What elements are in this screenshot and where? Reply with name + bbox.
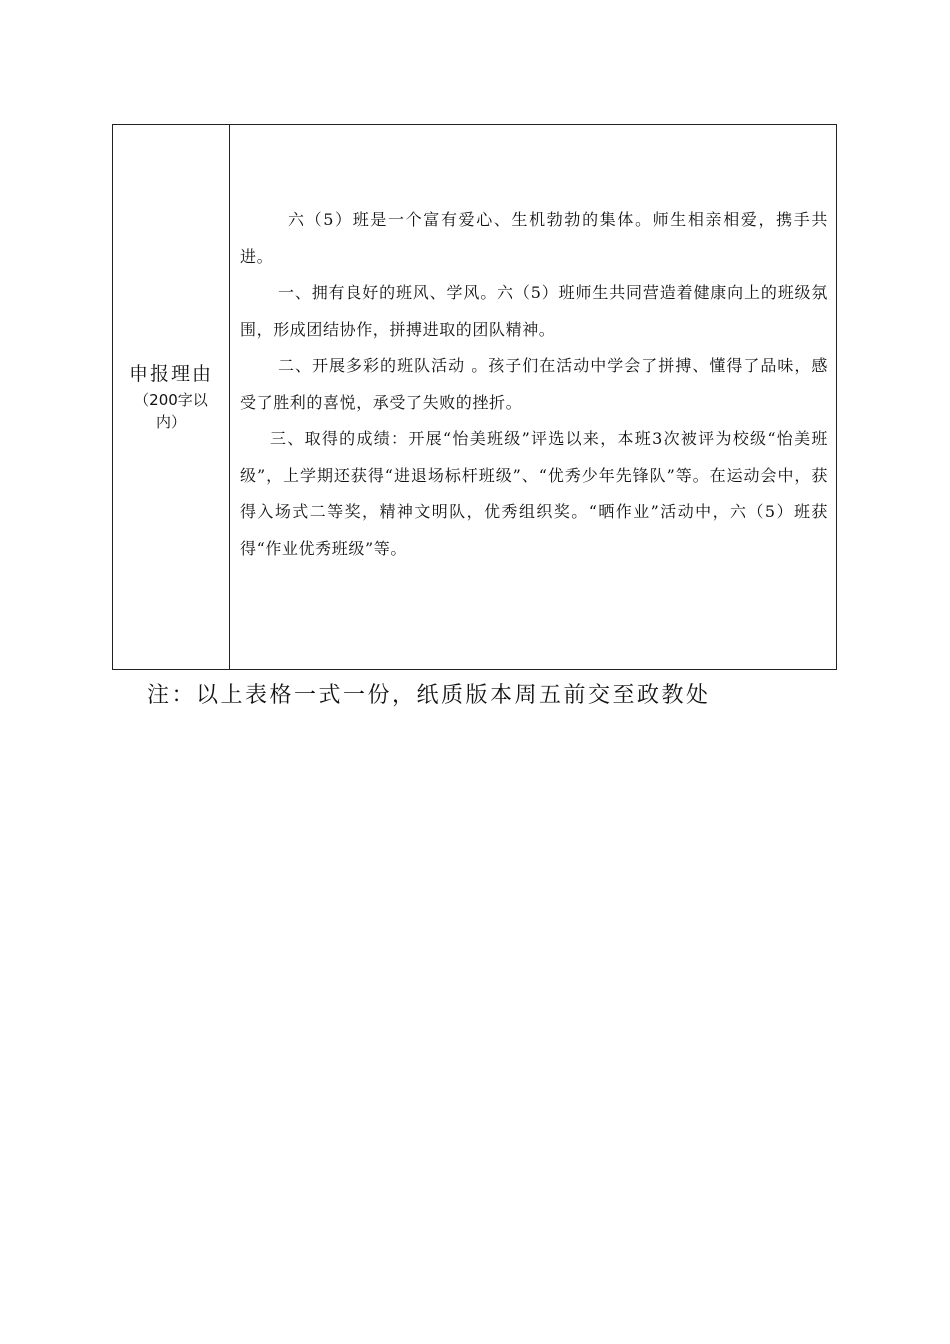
reason-label: 申报理由 [128, 363, 213, 385]
word-limit-label: （200字以内） [134, 391, 208, 431]
reason-paragraph-1: 一、拥有良好的班风、学风。六（5）班师生共同营造着健康向上的班级氛围，形成团结协作，拼搏进取的团队精神。 [240, 283, 828, 339]
reason-content-cell [230, 125, 836, 669]
reason-paragraph-2: 二、开展多彩的班队活动 。孩子们在活动中学会了拼搏、懂得了品味，感受了胜利的喜悦，承受了失败的挫折。 [240, 356, 828, 412]
reason-paragraph-3: 三、取得的成绩：开展“怡美班级”评选以来，本班3次被评为校级“怡美班级”，上学期还获得“进退场标杆班级”、“优秀少年先锋队”等。在运动会中，获得入场式二等奖，精神文明队，优秀组织奖。“晒作业”活动中，六（5）班获得“作业优秀班级”等。 [240, 429, 828, 558]
application-form-table [112, 124, 837, 670]
reason-paragraph-intro: 六（5）班是一个富有爱心、生机勃勃的集体。师生相亲相爱，携手共进。 [240, 210, 828, 266]
reason-label-cell [113, 125, 230, 669]
form-note: 注：以上表格一式一份，纸质版本周五前交至政教处 [147, 683, 711, 708]
